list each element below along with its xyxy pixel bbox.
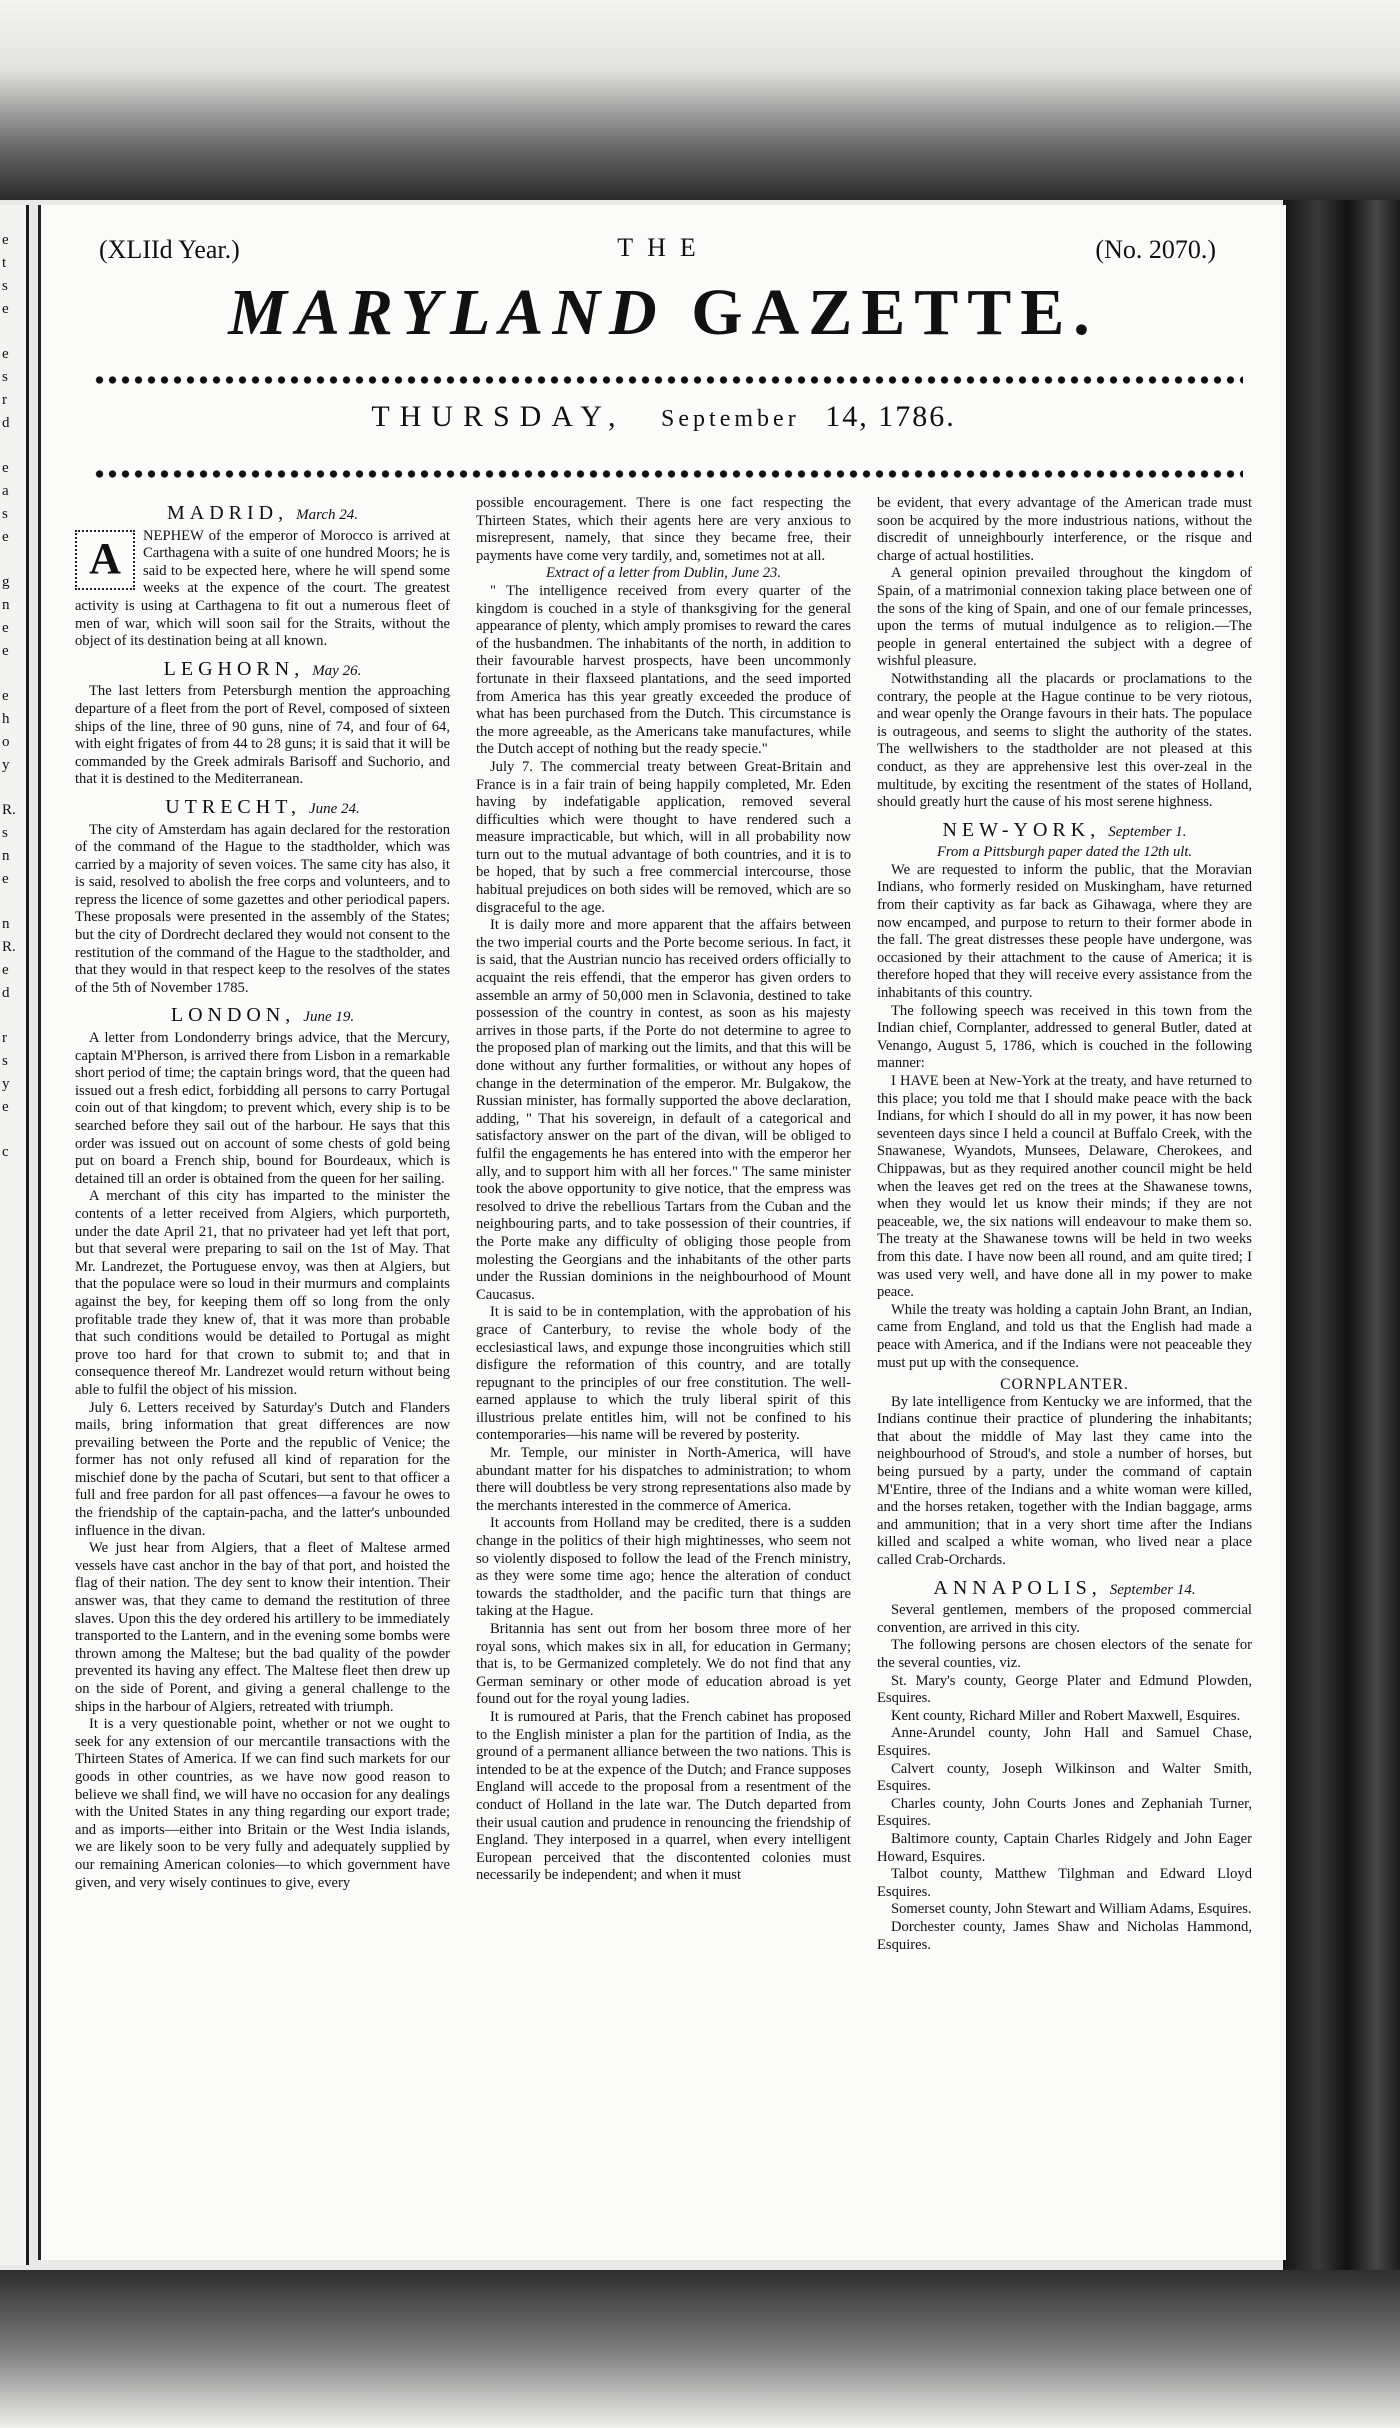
facing-page-fragment: e xyxy=(2,1099,9,1115)
title-maryland: MARYLAND xyxy=(228,276,666,349)
facing-page-fragment: y xyxy=(2,1076,10,1092)
dateline-month: September xyxy=(661,406,800,432)
facing-page-fragment: d xyxy=(2,985,10,1001)
facing-page-fragment: R. xyxy=(2,802,16,818)
facing-page-fragment: e xyxy=(2,529,9,545)
facing-page-fragment: e xyxy=(2,460,9,476)
article-paragraph: be evident, that every advantage of the American trade must soon be acquired by the more industrious nations, without the discredit of unneighbourly interference, or the risque and charge of actual hostilities. xyxy=(877,495,1252,564)
facing-page-fragment: e xyxy=(2,620,9,636)
facing-page-fragment: a xyxy=(2,483,9,499)
dateline-annapolis: ANNAPOLIS, September 14. xyxy=(933,1576,1196,1599)
facing-page-fragment: s xyxy=(2,825,8,841)
article-paragraph: It is said to be in contemplation, with the approbation of his grace of Canterbury, to revise the whole body of the ecclesiastical laws, and expunge those incongruities which still disfigure the reformation of this country, and are totally repugnant to the principles of our free constitution. The well-earned applause to which the truly liberal spirit of this illustrious prelate entitles him, will not be confined to his contemporaries—his name will be revered by posterity. xyxy=(476,1304,851,1444)
facing-page-fragment: c xyxy=(2,1144,9,1160)
title-gazette: GAZETTE. xyxy=(691,276,1099,349)
article-paragraph: It accounts from Holland may be credited, there is a sudden change in the politics of their high mightinesses, who seem not so violently disposed to follow the lead of the French ministry, as they were some time ago; hence the alteration of conduct towards the stadtholder, and the pacific turn that things are taking at the Hague. xyxy=(476,1515,851,1620)
article-utrecht: The city of Amsterdam has again declared for the restoration of the command of the Hague to the stadtholder, which was carried by a majority of seven voices. The same city has also, it is said, resolved to abolish the free corps and volunteers, and to repress the licence of some gazettes and other periodical papers. These proposals were presented in the assembly of the States; but the city of Dordrecht declared they would not consent to the restitution of the command of the Hague to the stadtholder, and that they would in that respect keep to the resolves of the states of the 5th of November 1785. xyxy=(75,821,450,996)
facing-page-fragment: e xyxy=(2,871,9,887)
facing-page-fragment: s xyxy=(2,506,8,522)
article-paragraph: It is rumoured at Paris, that the French cabinet has proposed to the English minister a plan for the partition of India, as the ground of a permanent alliance between the two nations. This is intended to be at the expence of the Dutch; and France supposes England will accede to the proposal from a resentment of the conduct of Holland in the late war. The Dutch departed from their usual caution and prudence in renouncing the friendship of England. They interposed in a quarrel, when every intelligent European perceived that the discontented colonies must necessarily be independent; and when it must xyxy=(476,1708,851,1884)
masthead-the: THE xyxy=(617,233,710,262)
facing-page-fragment: n xyxy=(2,848,10,864)
article-paragraph: It is daily more and more apparent that the affairs between the two imperial courts and the Porte become serious. In fact, it is said, that the Austrian nuncio has received orders officially to acquaint the reis effendi, that the emperor has given orders to assemble an army of 50,000 men in Sclavonia, destined to take possession of the country in contest, as soon as his majesty arrives in those parts, if the Porte do not determine to agree to the proposed plan of marking out the limits, and that this will be done without any further formalities, or without any hopes of change in the determination of the emperor. Mr. Bulgakow, the Russian minister, has formally supported the above declaration, adding, " That his sovereign, in default of a categorical and satisfactory answer on the part of the divan, will be obliged to fulfil the engagements he has entered into with the emperor her ally, and to support him with all her forces." The same minister took the above opportunity to give notice, that the empress was resolved to drive the rebellious Tartars from the Cuban and the neighbouring parts, and to take possession of their countries, if the Porte make any difficulty of obliging those people from molesting the Georgians and the inhabitants of the other parts under the Russian dominions in the neighbourhood of Mount Caucasus. xyxy=(476,917,851,1303)
article-paragraph: A letter from Londonderry brings advice, that the Mercury, captain M'Pherson, is arrived there from Lisbon in a remarkable short period of time; the captain brings word, that the queen had issued out a fresh edict, forbidding all persons to carry Portugal coin out of that kingdom; to prevent which, every ship is to be searched before they sail out of the harbour. He says that this order was issued out on account of some chests of gold being put on board a French ship, bound for Bourdeaux, which is detained till an order is obtained from the queen for her sailing. xyxy=(75,1030,450,1187)
article-paragraph: We are requested to inform the public, that the Moravian Indians, who formerly resided on Muskingham, have returned from their captivity as far back as Gihawaga, where they are now encamped, and purpose to return to their former abode in the fall. The great distresses these people have undergone, was occasioned by their attachment to the cause of America; it is therefore hoped that they will receive every assistance from the inhabitants of this country. xyxy=(877,861,1252,1002)
ornamental-rule xyxy=(93,467,1243,481)
dateline-weekday: THURSDAY, xyxy=(371,400,626,433)
facing-page-fragment: s xyxy=(2,278,8,294)
facing-page-fragment: h xyxy=(2,711,10,727)
facing-page-fragment: e xyxy=(2,232,9,248)
facing-page-fragment: e xyxy=(2,346,9,362)
volume-year: (XLIId Year.) xyxy=(99,235,240,264)
dateline-day: 14, 1786. xyxy=(825,400,956,433)
scan-background-top xyxy=(0,0,1400,200)
article-paragraph: possible encouragement. There is one fact respecting the Thirteen States, which their agents here are very anxious to misrepresent, namely, that since they became free, their payments have come very tardily, and, sometimes not at all. xyxy=(476,495,851,564)
facing-page-fragment: e xyxy=(2,688,9,704)
facing-page-fragment: r xyxy=(2,1030,7,1046)
column-1 xyxy=(75,495,450,2245)
dateline-london: LONDON, June 19. xyxy=(170,1004,355,1027)
source-note: From a Pittsburgh paper dated the 12th ult. xyxy=(936,844,1193,861)
dateline-utrecht: UTRECHT, June 24. xyxy=(165,795,360,818)
elector-entry: Kent county, Richard Miller and Robert Maxwell, Esquires. xyxy=(891,1707,1241,1724)
article-paragraph: Notwithstanding all the placards or proclamations to the contrary, the people at the Hague continue to be very riotous, and wear openly the Orange favours in their hats. The populace is outrageous, and seems to slight the authority of the states. The wellwishers to the stadtholder are not pleased at this conduct, as they are apprehensive lest this over-zeal in the multitude, by exciting the resentment of the states of Holland, should greatly hurt the cause of his most serene highness. xyxy=(877,670,1252,811)
elector-entry: Charles county, John Courts Jones and Zephaniah Turner, Esquires. xyxy=(877,1795,1252,1830)
newspaper-title xyxy=(41,275,1286,351)
article-paragraph: Mr. Temple, our minister in North-America, will have abundant matter for his dispatches to administration; to whom there will doubtless be very strong representations also made by the merchants interested in the commerce of America. xyxy=(476,1445,851,1514)
article-paragraph: A merchant of this city has imparted to the minister the contents of a letter received from Algiers, which purporteth, under the date April 21, that no privateer had yet left that port, but that several were preparing to sail on the 1st of May. That Mr. Landrezet, the Portuguese envoy, was then at Algiers, but that the populace were so loud in their murmurs and complaints against the bey, for keeping them off so long from the only profitable trade they knew of, that it was more than probable that such conditions would be detailed to Portugal as might prove too hard for that crown to submit to; and that in consequence thereof Mr. Landrezet would return without being able to fulfil the object of his mission. xyxy=(75,1188,450,1398)
facing-page-fragment: y xyxy=(2,757,10,773)
elector-entry: Talbot county, Matthew Tilghman and Edward Lloyd Esquires. xyxy=(877,1866,1252,1900)
facing-page-fragment: r xyxy=(2,392,7,408)
elector-entry: Calvert county, Joseph Wilkinson and Walter Smith, Esquires. xyxy=(877,1760,1252,1795)
facing-page-fragment: e xyxy=(2,962,9,978)
article-dublin: " The intelligence received from every quarter of the kingdom is couched in a style of thanksgiving for the general appearance of plenty, which amply promises to reward the cares of the husbandmen. The inhabitants of the north, in addition to their favourable harvest prospects, have been uncommonly fortunate in their flaxseed plantations, and the seed imported from America has this year greatly exceeded the produce of what has been purchased from the Dutch. This circumstance is the more agreeable, as the Americans take manufactures, while the Dutch accept of nothing but the ready specie." xyxy=(476,582,851,758)
article-paragraph: A general opinion prevailed throughout the kingdom of Spain, of a matrimonial connexion taking place between one of the sons of the king of Spain, and one of our female princesses, upon the terms of mutual indulgence as to religion.—The people in general entertained the subject with a degree of wishful pleasure. xyxy=(877,565,1252,670)
signature-cornplanter: CORNPLANTER. xyxy=(1000,1376,1129,1394)
ornamental-rule xyxy=(93,373,1243,387)
dateline-leghorn: LEGHORN, May 26. xyxy=(163,657,362,680)
facing-page-fragment: e xyxy=(2,301,9,317)
article-paragraph: The following speech was received in this town from the Indian chief, Cornplanter, addressed to general Butler, dated at Venango, August 5, 1786, which is couched in the following manner: xyxy=(877,1002,1252,1072)
article-columns xyxy=(75,495,1253,2245)
facing-page-fragment: g xyxy=(2,574,10,590)
cornplanter-speech: I HAVE been at New-York at the treaty, and have returned to this place; you told me that I should make peace with the back Indians, for which I should do all in my power, it has now been seventeen days since I held a council at Buffalo Creek, with the Snawanese, Wyandots, Munsees, Delaware, Cherokees, and Chippawas, but as they required another council might be held when the leaves get red on the trees at the Shawanese towns, when they would let us know their minds; if they are not peaceable, we, the six nations will endeavour to make them so. The treaty at the Shawanese towns will be held in two weeks from this date. I have now been all round, and am quite tired; I was used very well, and have done all in my power to make peace. xyxy=(877,1073,1252,1301)
article-madrid: A NEPHEW of the emperor of Morocco is arrived at Carthagena with a suite of one hundred Moors; he is said to be expected here, where he will spend some weeks at the expence of the court. The greatest activity is using at Carthagena to fit out a numerous fleet of men of war, which will soon sail for the Straits, without the object of its destination being at all known. xyxy=(75,527,450,650)
elector-entry: Baltimore county, Captain Charles Ridgely and John Eager Howard, Esquires. xyxy=(877,1830,1252,1865)
article-leghorn: The last letters from Petersburgh mention the approaching departure of a fleet from the port of Revel, composed of sixteen ships of the line, three of 90 guns, nine of 74, and four of 64, with eight frigates of from 44 to 28 guns; it is said that it will be commanded by the Greek admirals Barisoff and Suchorio, and that it is destined to the Mediterranean. xyxy=(75,683,450,788)
drop-cap: A xyxy=(75,530,135,590)
dateline xyxy=(41,400,1286,434)
facing-page-fragment: n xyxy=(2,597,10,613)
facing-page-fragment: s xyxy=(2,369,8,385)
article-paragraph: Several gentlemen, members of the proposed commercial convention, are arrived in this city. xyxy=(877,1602,1252,1636)
elector-entry: St. Mary's county, George Plater and Edmund Plowden, Esquires. xyxy=(877,1672,1252,1707)
scan-background-bottom xyxy=(0,2270,1400,2428)
article-paragraph: While the treaty was holding a captain John Brant, an Indian, came from England, and told us that the English had made a peace with America, and if the Indians were not peaceable they must put up with the consequence. xyxy=(877,1301,1252,1371)
article-paragraph: It is a very questionable point, whether or not we ought to seek for any extension of our mercantile transactions with the Thirteen States of America. If we can find such markets for our goods in other countries, as we have now good reason to believe we shall find, we will have no occasion for any dealings with the United States in any thing regarding our export trade; and as imports—either into Britain or the West India islands, we are likely soon to be very fully and adequately supplied by our remaining American colonies—to which government have given, and very wisely continues to give, every xyxy=(75,1716,450,1891)
elector-entry: Dorchester county, James Shaw and Nicholas Hammond, Esquires. xyxy=(877,1918,1252,1953)
elector-entry: Somerset county, John Stewart and William Adams, Esquires. xyxy=(891,1901,1252,1918)
issue-number: (No. 2070.) xyxy=(1095,235,1216,264)
column-2 xyxy=(476,495,851,2245)
facing-page-fragment: t xyxy=(2,255,7,271)
facing-page-fragment: n xyxy=(2,916,10,932)
book-spine xyxy=(1283,200,1400,2270)
extract-heading: Extract of a letter from Dublin, June 23. xyxy=(546,565,781,582)
article-paragraph: By late intelligence from Kentucky we are informed, that the Indians continue their practice of plundering the inhabitants; that about the middle of May last they came into the neighbourhood of Stroud's, and stole a number of horses, but being pursued by a party, under the command of captain M'Entire, three of the Indians and a white woman were killed, and the horses retaken, together with the Indian baggage, arms and ammunition; that in a very short time after the Indians killed and scalped a white woman, who lived near a place called Crab-Orchards. xyxy=(877,1393,1252,1569)
article-paragraph: July 6. Letters received by Saturday's Dutch and Flanders mails, bring information that great differences are now prevailing between the Porte and the republic of Venice; the former has not only refused all kind of reparation for the mischief done by the pacha of Scutari, but sent to that officer a full and free pardon for all past offences—a favour he owes to the friendship of the captain-pacha, and the latter's unbounded influence in the divan. xyxy=(75,1399,450,1539)
facing-page-fragment: R. xyxy=(2,939,16,955)
facing-page-edge xyxy=(0,205,29,2265)
elector-entry: Anne-Arundel county, John Hall and Samuel Chase, Esquires. xyxy=(877,1725,1252,1759)
facing-page-fragment: s xyxy=(2,1053,8,1069)
dateline-madrid: MADRID, March 24. xyxy=(166,502,359,524)
facing-page-fragment: e xyxy=(2,643,9,659)
facing-page-fragment: o xyxy=(2,734,10,750)
article-paragraph: We just hear from Algiers, that a fleet of Maltese armed vessels have cast anchor in the bay of that port, and hoisted the flag of their nation. The dey sent to know their intention. Their answer was, that they came to demand the restitution of three slaves. Upon this the dey ordered his artillery to be immediately transported to the Lantern, and in the evening some bombs were thrown among the Maltese; but the bad quality of the powder prevented its having any effect. The Maltese fleet then drew up on the side of Porent, and giving a general challenge to the ships in the harbour of Algiers, retreated with triumph. xyxy=(75,1540,450,1715)
article-paragraph: Britannia has sent out from her bosom three more of her royal sons, which makes six in all, for education in Germany; that is, to be Germanized completely. We do not find that any German seminary or other mode of education abroad is yet found out for the royal young ladies. xyxy=(476,1621,851,1708)
article-paragraph: The following persons are chosen electors of the senate for the several counties, viz. xyxy=(877,1637,1252,1671)
facing-page-fragment: d xyxy=(2,415,10,431)
article-paragraph: July 7. The commercial treaty between Great-Britain and France is in a fair train of being happily completed, Mr. Eden having by indefatigable application, removed several difficulties which were thought to have rendered such a measure impracticable, but which, will in all probability now turn out to the mutual advantage of both countries, and it is to be hoped, that by such a free commercial intercourse, those habitual prejudices on both sides will be removed, which are so disgraceful to the age. xyxy=(476,758,851,916)
dateline-new-york: NEW-YORK, September 1. xyxy=(942,818,1187,841)
newspaper-page xyxy=(38,205,1286,2260)
column-3 xyxy=(877,495,1252,2245)
masthead xyxy=(41,205,1286,475)
